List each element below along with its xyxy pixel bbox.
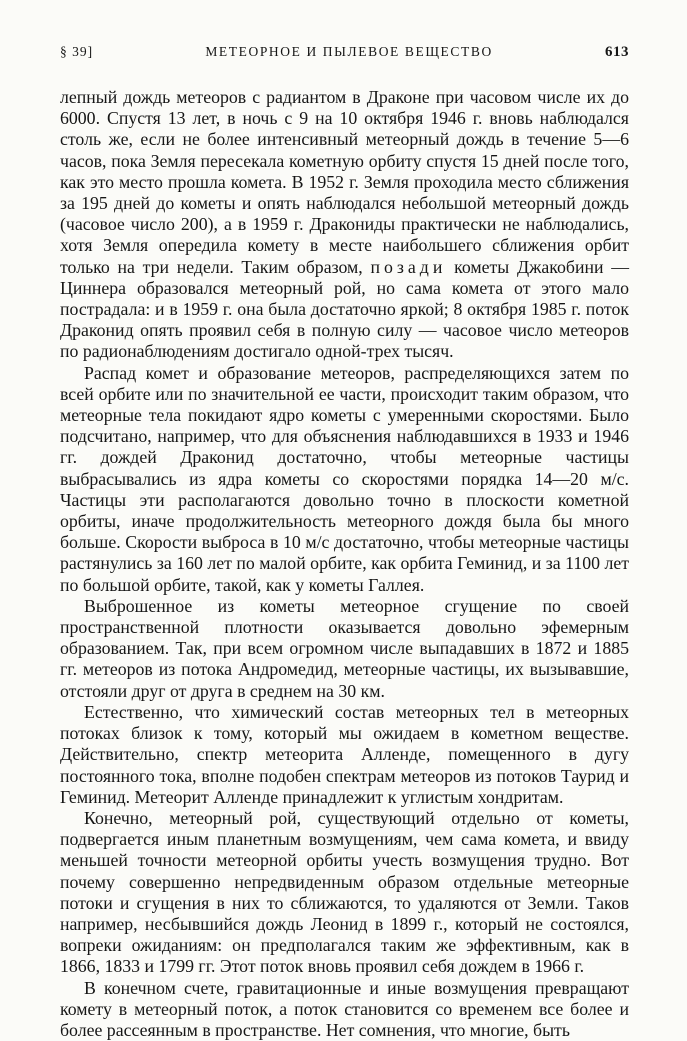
paragraph: Распад комет и образование метеоров, распределяющихся затем по всей орбите или по значительной ее части, происходит таким образом, что метеорные тела покидают ядро кометы с умеренными скоростями. Было подсчитано, например, что для объяснения наблюдавшихся в 1933 и 1946 гг. дождей Драконид достаточно, чтобы метеорные частицы выбрасывались из ядра кометы со скоростями порядка 14—20 м/с. Частицы эти располагаются довольно точно в плоскости кометной орбиты, иначе продолжительность метеорного дождя была бы много больше. Скорости выброса в 10 м/с достаточно, чтобы метеорные частицы растянулись за 160 лет по малой орбите, как орбита Геминид, и за 1100 лет по большой орбите, такой, как у кометы Галлея. <box>60 362 629 595</box>
paragraph: лепный дождь метеоров с радиантом в Драконе при часовом числе их до 6000. Спустя 13 лет, в ночь с 9 на 10 октября 1946 г. вновь наблюдался столь же, если не более интенсивный метеорный дождь в течение 5—6 часов, пока Земля пересекала кометную орбиту спустя 15 дней после того, как это место прошла комета. В 1952 г. Земля проходила место сближения за 195 дней до кометы и опять наблюдался небольшой метеорный дождь (часовое число 200), а в 1959 г. Дракониды практически не наблюдались, хотя Земля опередила комету в месте наибольшего сближения орбит только на три недели. Таким образом, позади кометы Джакобини — Циннера образовался метеорный рой, но сама комета от этого мало пострадала: и в 1959 г. она была достаточно яркой; 8 октября 1985 г. поток Драконид опять проявил себя в полную силу — часовое число метеоров по радионаблюдениям достигало одной-трех тысяч. <box>60 87 629 362</box>
section-number: § 39] <box>60 44 94 59</box>
paragraph: В конечном счете, гравитационные и иные возмущения превращают комету в метеорный поток, а поток становится со временем все более и более рассеянным в пространстве. Нет сомнения, что многие, быть <box>60 977 629 1040</box>
page-number: 613 <box>605 44 629 60</box>
body-text <box>60 87 629 1041</box>
running-header <box>60 44 629 61</box>
paragraph: Выброшенное из кометы метеорное сгущение по своей пространственной плотности оказывается довольно эфемерным образованием. Так, при всем огромном числе выпадавших в 1872 и 1885 гг. метеоров из потока Андромедид, метеорные частицы, их вызывавшие, отстояли друг от друга в среднем на 30 км. <box>60 595 629 701</box>
paragraph: Естественно, что химический состав метеорных тел в метеорных потоках близок к тому, который мы ожидаем в кометном веществе. Действительно, спектр метеорита Алленде, помещенного в дугу постоянного тока, вполне подобен спектрам метеоров из потоков Таурид и Геминид. Метеорит Алленде принадлежит к углистым хондритам. <box>60 701 629 807</box>
emphasis: позади <box>370 256 447 277</box>
paragraph: Конечно, метеорный рой, существующий отдельно от кометы, подвергается иным планетным возмущениям, чем сама комета, и ввиду меньшей точности метеорной орбиты учесть возмущения трудно. Вот почему совершенно непредвиденным образом отдельные метеорные потоки и сгущения в них то сближаются, то удаляются от Земли. Таков например, несбывшийся дождь Леонид в 1899 г., который не состоялся, вопреки ожиданиям: он предполагался таким же эффективным, как в 1866, 1833 и 1799 гг. Этот поток вновь проявил себя дождем в 1966 г. <box>60 807 629 977</box>
running-title: МЕТЕОРНОЕ И ПЫЛЕВОЕ ВЕЩЕСТВО <box>205 44 493 59</box>
